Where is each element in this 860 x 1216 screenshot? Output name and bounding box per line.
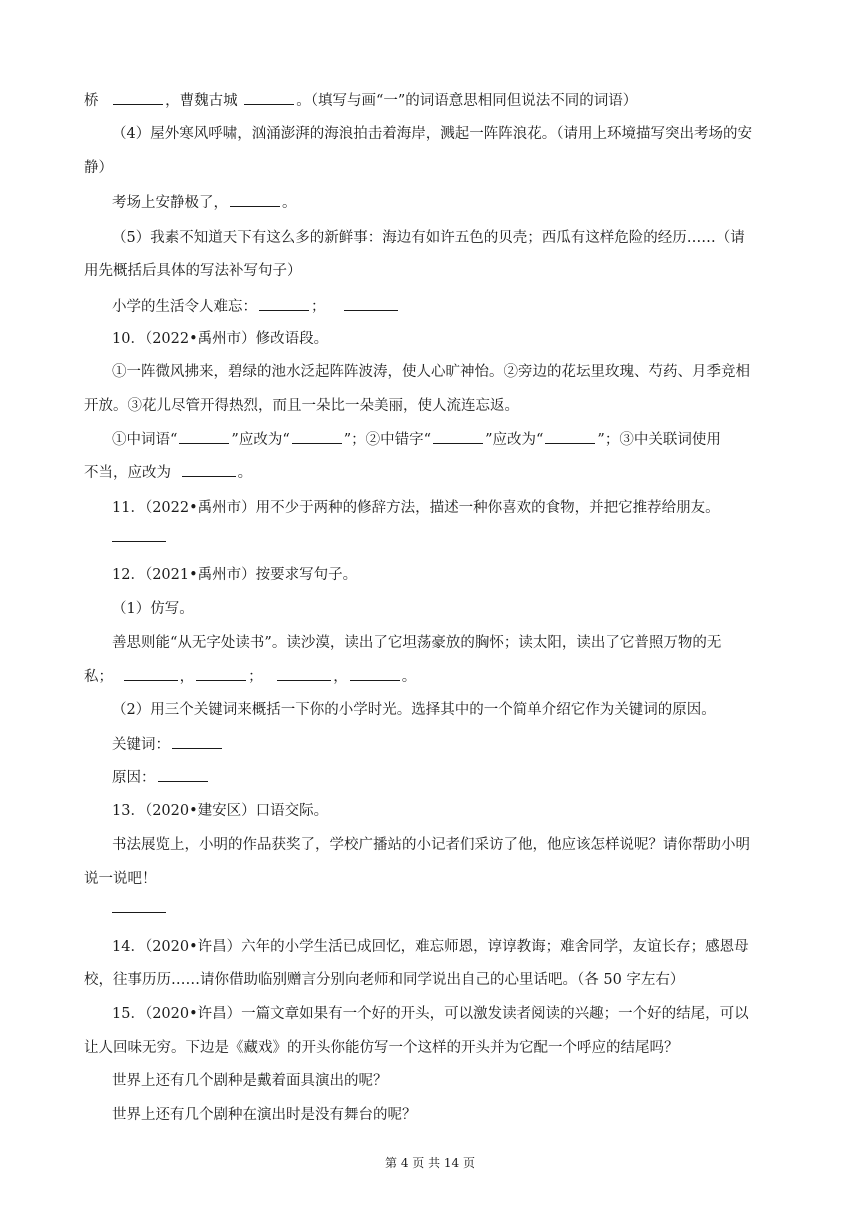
question-14-title: 14．（2020•许昌）六年的小学生活已成回忆，难忘师恩，谆谆教诲；难舍同学，友谊长存；感恩母 [112,939,749,955]
question-11-answer [112,527,860,548]
question-13-title: 13．（2020•建安区）口语交际。 [112,803,329,819]
q9-5-prompt: （5）我素不知道天下有这么多的新鲜事：海边有如许五色的贝壳；西瓜有这样危险的经历……（请 [112,230,745,246]
text: ，曹魏古城 [165,93,238,109]
answer-blank[interactable] [182,462,236,477]
question-15-example-1: 世界上还有几个剧种是戴着面具演出的呢？ [112,1073,388,1089]
answer-blank[interactable] [292,429,342,444]
answer-blank[interactable] [158,767,208,782]
question-10-passage-cont: 开放。③花儿尽管开得热烈，而且一朵比一朵美丽，使人流连忘返。 [84,398,519,414]
question-12-passage: 善思则能“从无字处读书”。读沙漠，读出了它坦荡豪放的胸怀；读太阳，读出了它普照万物的无 [112,635,722,651]
question-12-answer [84,666,860,687]
text: 。 [282,195,297,211]
answer-blank[interactable] [179,429,229,444]
text: 桥 [84,93,99,109]
page-footer: 第 4 页 共 14 页 [385,1156,475,1170]
text: 。（填写与画“一”的词语意思相同但说法不同的词语） [296,93,638,109]
answer-blank[interactable] [112,898,166,913]
question-15-example-2: 世界上还有几个剧种在演出时是没有舞台的呢？ [112,1107,417,1123]
question-10-answer-cont [84,462,860,483]
q9-5-answer [112,296,860,317]
question-15-title-cont: 让人回味无穷。下边是《藏戏》的开头你能仿写一个这样的开头并为它配一个呼应的结尾吗？ [84,1040,679,1056]
reason-line [112,767,860,788]
answer-blank[interactable] [172,734,222,749]
question-12-part2: （2）用三个关键词来概括一下你的小学时光。选择其中的一个简单介绍它作为关键词的原因。 [112,702,716,718]
keywords-line [112,734,860,755]
question-10-title: 10．（2022•禹州市）修改语段。 [112,331,329,347]
answer-blank[interactable] [113,90,163,105]
question-12-title: 12．（2021•禹州市）按要求写句子。 [112,567,358,583]
text: 不当，应改为 [84,465,171,481]
text: ”应改为“ [485,432,544,448]
text: ， [333,669,348,685]
answer-blank[interactable] [244,90,294,105]
text: ； [311,299,326,315]
answer-blank[interactable] [230,192,280,207]
text: 。 [401,669,417,685]
question-14-title-cont: 校，往事历历……请你借助临别赠言分别向老师和同学说出自己的心里话吧。（各 50 字左右） [84,972,685,988]
answer-blank[interactable] [259,296,309,311]
answer-blank[interactable] [350,666,400,681]
text: 。 [237,465,253,481]
text: ”应改为“ [231,432,290,448]
question-10-passage: ①一阵微风拂来，碧绿的池水泛起阵阵波涛，使人心旷神怡。②旁边的花坛里玫瑰、芍药、月季竞相 [112,364,750,380]
question-12-part1: （1）仿写。 [112,601,194,617]
q9-4-prompt: （4）屋外寒风呼啸，汹涌澎湃的海浪拍击着海岸，溅起一阵阵浪花。（请用上环境描写突出考场的安 [112,126,752,142]
answer-blank[interactable] [277,666,331,681]
text: 关键词： [112,737,170,753]
question-13-answer [112,898,860,919]
question-13-passage-cont: 说一说吧！ [84,871,157,887]
q9-3-tail [84,90,860,111]
text: ， [179,669,195,685]
q9-4-answer [112,192,860,213]
text: 私； [84,669,113,685]
text: ①中词语“ [112,432,178,448]
answer-blank[interactable] [344,296,398,311]
q9-4-prompt-cont: 静） [84,160,113,176]
question-10-answer [112,429,860,450]
answer-blank[interactable] [433,429,483,444]
question-15-title: 15．（2020•许昌）一篇文章如果有一个好的开头，可以激发读者阅读的兴趣；一个好的结尾，可以 [112,1006,749,1022]
question-11-title: 11．（2022•禹州市）用不少于两种的修辞方法，描述一种你喜欢的食物，并把它推荐给朋友。 [112,500,720,516]
answer-blank[interactable] [196,666,246,681]
answer-blank[interactable] [112,527,166,542]
text: ； [248,669,263,685]
text: 小学的生活令人难忘： [112,299,257,315]
answer-blank[interactable] [124,666,178,681]
text: 原因： [112,770,156,786]
text: ”；②中错字“ [343,432,432,448]
answer-blank[interactable] [545,429,595,444]
text: ”；③中关联词使用 [597,432,721,448]
q9-5-prompt-cont: 用先概括后具体的写法补写句子） [84,263,302,279]
question-13-passage: 书法展览上，小明的作品获奖了，学校广播站的小记者们采访了他，他应该怎样说呢？请你帮助小明 [112,837,750,853]
text: 考场上安静极了， [112,195,228,211]
